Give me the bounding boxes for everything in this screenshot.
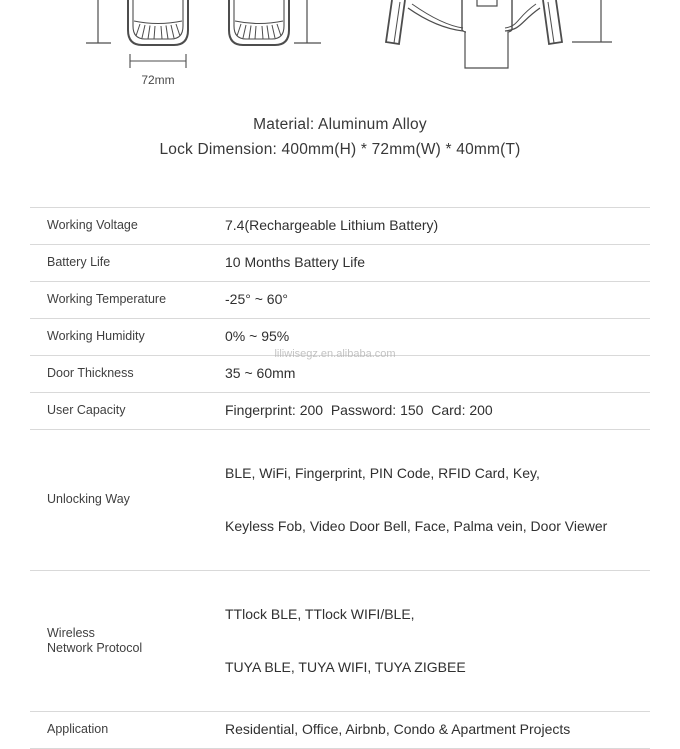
spec-label: Working Humidity xyxy=(47,329,145,344)
spec-row-wireless-network-protocol xyxy=(30,570,650,711)
spec-label: Working Voltage xyxy=(47,218,138,233)
lock-bottom-view-1 xyxy=(128,0,188,45)
spec-table xyxy=(30,207,650,749)
spec-label-line-1: Wireless xyxy=(47,625,95,640)
spec-label xyxy=(30,626,225,657)
spec-row-working-voltage xyxy=(30,207,650,244)
dimension-label-72mm: 72mm xyxy=(141,73,175,87)
spec-label: Application xyxy=(47,722,109,737)
spec-value-line-1: BLE, WiFi, Fingerprint, PIN Code, RFID Card, Key, xyxy=(225,465,540,481)
spec-value xyxy=(225,571,650,711)
spec-row-working-humidity xyxy=(30,318,650,355)
watermark: liliwisegz.en.alibaba.com xyxy=(274,348,396,360)
spec-label: Battery Life xyxy=(47,255,111,270)
spec-value: 7.4(Rechargeable Lithium Battery) xyxy=(225,217,439,234)
lock-front-view xyxy=(386,0,562,68)
width-dimension-line xyxy=(130,54,186,68)
spec-row-door-thickness xyxy=(30,355,650,392)
spec-label: User Capacity xyxy=(47,403,126,418)
spec-label-line-2: Network Protocol xyxy=(47,641,143,655)
spec-label: Unlocking Way xyxy=(47,492,130,507)
spec-value: 0% ~ 95% xyxy=(225,328,290,345)
height-dimension-line-right xyxy=(572,0,612,42)
spec-row-user-capacity xyxy=(30,392,650,429)
spec-label: Door Thickness xyxy=(47,366,134,381)
height-dimension-line-left xyxy=(86,0,111,43)
spec-value: -25° ~ 60° xyxy=(225,291,288,308)
lock-technical-drawing xyxy=(0,0,680,92)
spec-row-unlocking-way xyxy=(30,429,650,570)
spec-value: Fingerprint: 200 Password: 150 Card: 200 xyxy=(225,402,493,419)
spec-row-application xyxy=(30,711,650,749)
spec-value: 35 ~ 60mm xyxy=(225,365,296,382)
spec-value xyxy=(225,430,650,570)
spec-value-line-2: TUYA BLE, TUYA WIFI, TUYA ZIGBEE xyxy=(225,658,466,675)
product-summary xyxy=(0,113,680,162)
spec-value: Residential, Office, Airbnb, Condo & Apartment Projects xyxy=(225,721,571,738)
spec-row-working-temperature xyxy=(30,281,650,318)
spec-value-line-1: TTlock BLE, TTlock WIFI/BLE, xyxy=(225,606,415,622)
lock-bottom-view-2 xyxy=(229,0,289,45)
spec-label: Working Temperature xyxy=(47,292,167,307)
spec-value: 10 Months Battery Life xyxy=(225,254,366,271)
height-dimension-line-mid xyxy=(294,0,321,43)
lock-dimension-text: Lock Dimension: 400mm(H) * 72mm(W) * 40mm(T) xyxy=(159,140,521,158)
material-text: Material: Aluminum Alloy xyxy=(253,116,427,133)
spec-row-battery-life xyxy=(30,244,650,281)
spec-value-line-2: Keyless Fob, Video Door Bell, Face, Palma vein, Door Viewer xyxy=(225,517,608,534)
